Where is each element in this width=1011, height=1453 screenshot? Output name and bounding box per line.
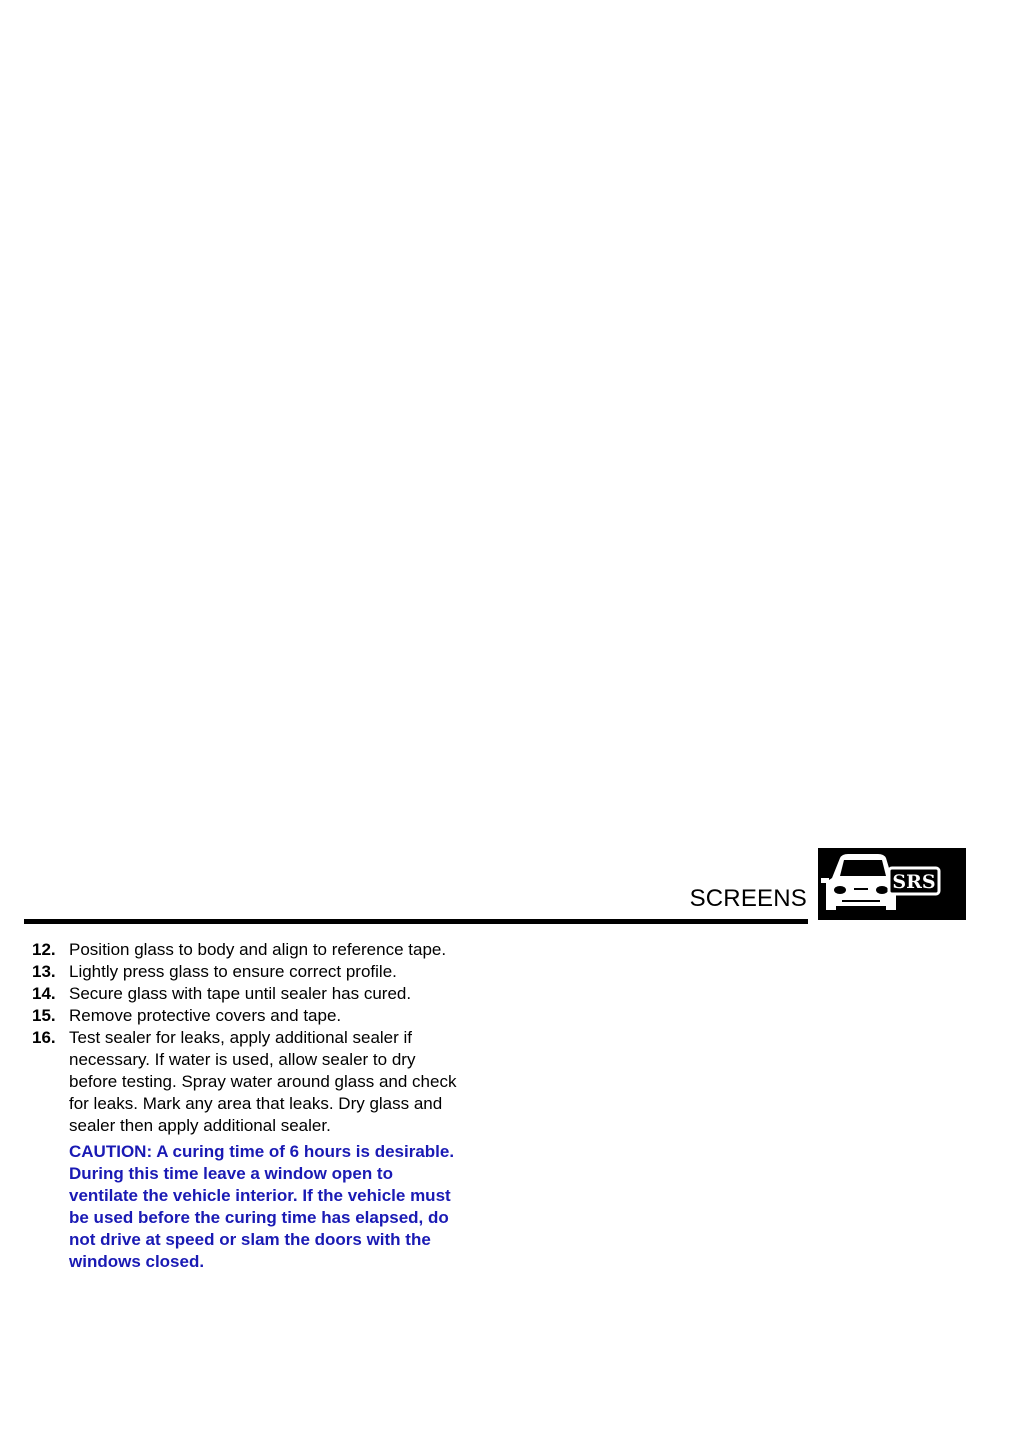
step-text: Lightly press glass to ensure correct profile.: [69, 962, 397, 981]
step-number: 16.: [32, 1028, 56, 1047]
step-number: 15.: [32, 1006, 56, 1025]
caution-note: CAUTION: A curing time of 6 hours is desirable. During this time leave a window open to ventilate the vehicle interior. If the vehicle must be used before the curing time has elapsed, do not drive at speed or slam the doors with the windows closed.: [69, 1142, 455, 1271]
step-text: Test sealer for leaks, apply additional sealer if necessary. If water is used, allow sealer to dry before testing. Spray water around glass and check for leaks. Mark any area that leaks. Dry glass and sealer then apply additional sealer.: [69, 1028, 457, 1135]
step-number: 14.: [32, 984, 56, 1003]
step-text: Secure glass with tape until sealer has cured.: [69, 984, 412, 1003]
procedure-steps: [32, 939, 462, 1273]
srs-label: SRS: [892, 871, 936, 893]
car-front-srs-icon: [818, 848, 966, 920]
step-number: 12.: [32, 940, 56, 959]
header-rule: [24, 919, 808, 924]
step-14: [32, 983, 462, 1005]
section-title: SCREENS: [689, 885, 807, 912]
step-12: [32, 939, 462, 961]
step-15: [32, 1005, 462, 1027]
step-text: Position glass to body and align to reference tape.: [69, 940, 447, 959]
step-text: Remove protective covers and tape.: [69, 1006, 342, 1025]
step-16: [32, 1027, 462, 1137]
step-number: 13.: [32, 962, 56, 981]
car-windshield-shape: [840, 860, 886, 876]
step-13: [32, 961, 462, 983]
